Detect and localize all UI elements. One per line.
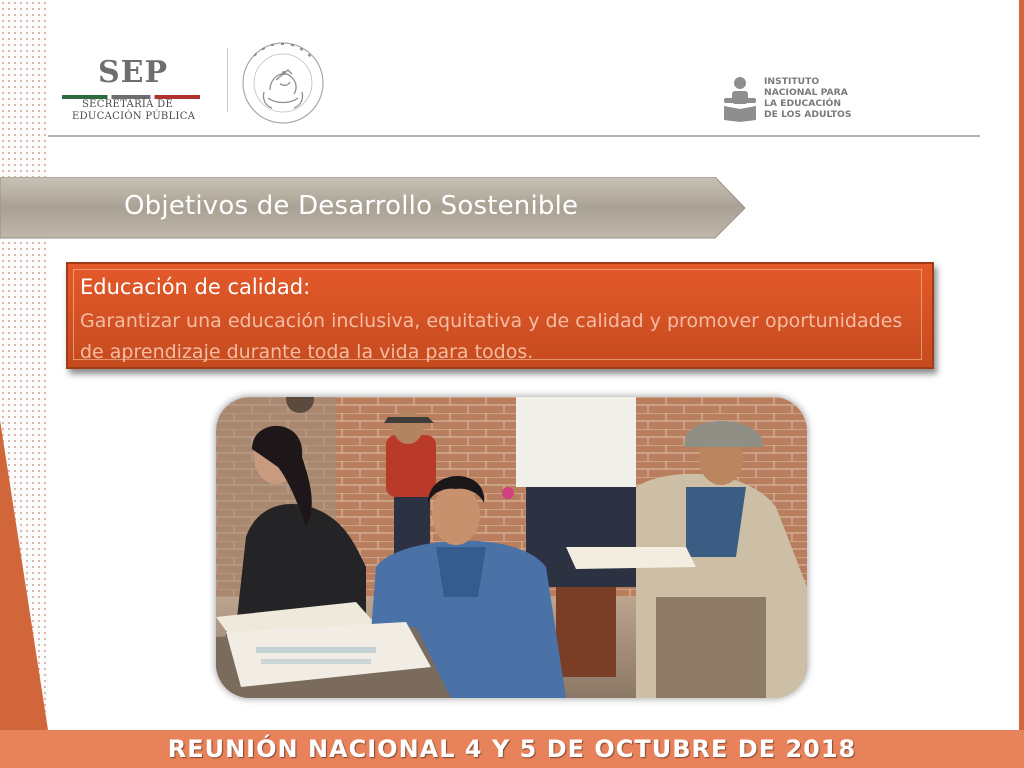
orange-side-wedge (0, 0, 48, 730)
right-accent-line (1019, 0, 1024, 730)
logo-divider (227, 48, 228, 112)
sep-logo-line1: SECRETARÍA DE (82, 99, 174, 110)
goal-description: Garantizar una educación inclusiva, equitativa y de calidad y promover oportunidades de aprendizaje durante toda la vida para todos. (80, 310, 903, 363)
goal-callout-box (66, 262, 934, 369)
title-banner (0, 177, 746, 239)
classroom-photo-illustration (216, 397, 807, 698)
goal-heading: Educación de calidad: (80, 275, 311, 299)
national-seal-icon (240, 40, 326, 126)
inea-line3: LA EDUCACIÓN (764, 98, 842, 109)
sep-logo (62, 55, 212, 125)
header-rule (48, 135, 980, 137)
inea-logo-text (764, 76, 851, 120)
footer-bar (0, 730, 1024, 768)
inea-line4: DE LOS ADULTOS (764, 109, 852, 120)
footer-event-title: REUNIÓN NACIONAL 4 Y 5 DE OCTUBRE DE 2018 (167, 735, 857, 763)
sep-logo-letters: SEP (98, 55, 169, 90)
slide-title: Objetivos de Desarrollo Sostenible (124, 191, 579, 221)
classroom-photo (216, 397, 807, 698)
inea-line2: NACIONAL PARA (764, 87, 848, 98)
inea-figure-icon (722, 76, 758, 122)
inea-logo (722, 76, 862, 122)
sep-logo-line2: EDUCACIÓN PÚBLICA (72, 111, 196, 122)
inea-line1: INSTITUTO (764, 76, 820, 87)
